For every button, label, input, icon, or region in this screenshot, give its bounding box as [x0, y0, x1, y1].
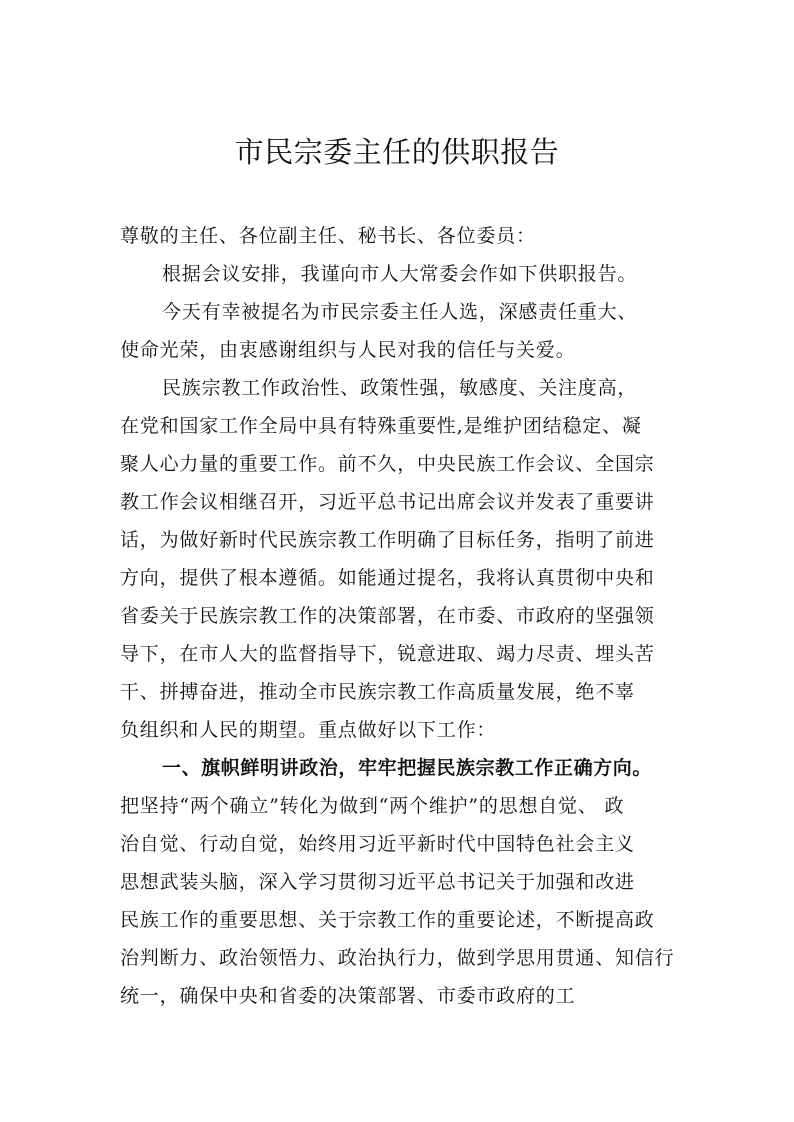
paragraph-line: 教工作会议相继召开，习近平总书记出席会议并发表了重要讲 [120, 491, 655, 513]
paragraph-line: 思想武装头脑，深入学习贯彻习近平总书记关于加强和改进 [120, 871, 635, 893]
paragraph-line: 把坚持“两个确立”转化为做到“两个维护”的思想自觉、 政 [120, 795, 625, 817]
document-body [120, 217, 682, 1015]
paragraph-line: 治自觉、行动自觉，始终用习近平新时代中国特色社会主义 [120, 833, 635, 855]
paragraph-line: 方向，提供了根本遵循。如能通过提名，我将认真贯彻中央和 [120, 567, 655, 589]
paragraph-line: 导下，在市人大的监督指导下，锐意进取、竭力尽责、埋头苦 [120, 643, 655, 665]
paragraph-line: 使命光荣，由衷感谢组织与人民对我的信任与关爱。 [120, 339, 576, 361]
paragraph-line: 聚人心力量的重要工作。前不久，中央民族工作会议、全国宗 [120, 453, 655, 475]
paragraph-line: 统一，确保中央和省委的决策部署、市委市政府的工 [120, 985, 576, 1007]
paragraph-line: 在党和国家工作全局中具有特殊重要性,是维护团结稳定、凝 [120, 415, 642, 437]
paragraph-line: 今天有幸被提名为市民宗委主任人选，深感责任重大、 [162, 301, 638, 323]
salutation-line: 尊敬的主任、各位副主任、秘书长、各位委员： [120, 225, 536, 247]
document-title: 市民宗委主任的供职报告 [234, 135, 560, 169]
paragraph-line: 负组织和人民的期望。重点做好以下工作： [120, 719, 497, 741]
paragraph-line: 干、拼搏奋进，推动全市民族宗教工作高质量发展，绝不辜 [120, 681, 635, 703]
paragraph-line: 民族工作的重要思想、关于宗教工作的重要论述，不断提高政 [120, 909, 655, 931]
paragraph-line: 根据会议安排，我谨向市人大常委会作如下供职报告。 [162, 263, 638, 285]
section-heading: 一、旗帜鲜明讲政治，牢牢把握民族宗教工作正确方向。 [162, 757, 653, 779]
paragraph-line: 民族宗教工作政治性、政策性强，敏感度、关注度高， [162, 377, 638, 399]
paragraph-line: 治判断力、政治领悟力、政治执行力，做到学思用贯通、知信行 [120, 947, 675, 969]
paragraph-line: 省委关于民族宗教工作的决策部署，在市委、市政府的坚强领 [120, 605, 655, 627]
paragraph-line: 话，为做好新时代民族宗教工作明确了目标任务，指明了前进 [120, 529, 655, 551]
